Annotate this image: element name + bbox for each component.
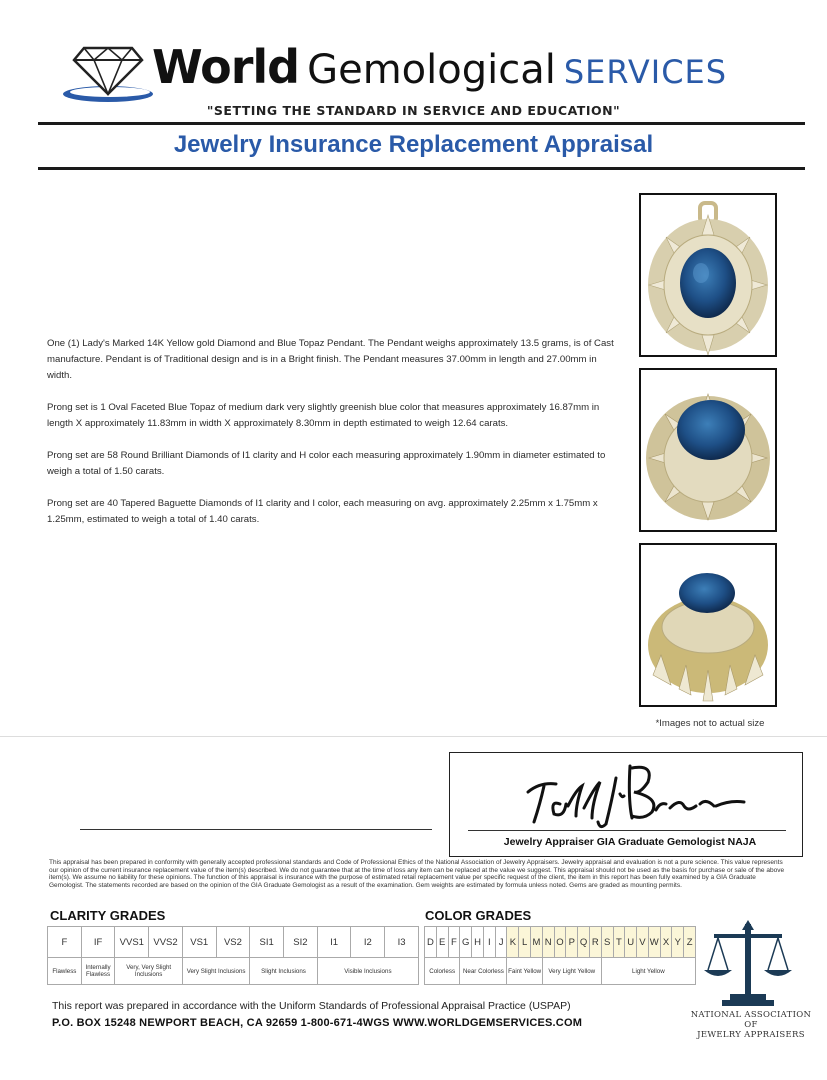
pendant-photo-front (639, 193, 777, 357)
color-grades-table (424, 926, 696, 985)
clarity-group-cell: Internally Flawless (81, 958, 115, 985)
color-grade-cell: Q (578, 927, 590, 958)
brand-word-world: World (152, 40, 300, 94)
clarity-grade-cell: I1 (317, 927, 351, 958)
color-grade-cell: O (554, 927, 566, 958)
color-grades-title: COLOR GRADES (425, 908, 532, 923)
clarity-grade-cell: VVS1 (115, 927, 149, 958)
clarity-group-cell: Very, Very Slight Inclusions (115, 958, 182, 985)
signature-caption: Jewelry Appraiser GIA Graduate Gemologist NAJA (503, 836, 757, 848)
header-rule-bottom (38, 167, 805, 170)
pendant-photo-angle (639, 368, 777, 532)
clarity-group-cell: Visible Inclusions (317, 958, 418, 985)
pendant-front-image (641, 195, 775, 355)
naja-name (690, 1010, 812, 1040)
color-grade-cell: E (436, 927, 448, 958)
color-group-cell: Near Colorless (460, 958, 507, 985)
color-grade-cell: L (519, 927, 531, 958)
page-fold-line (0, 736, 827, 737)
description-paragraph: Prong set are 40 Tapered Baguette Diamonds of I1 clarity and I color, each measuring on avg. approximately 2.25mm x 1.75mm x 1.25mm, estimated to weigh a total of 1.40 carats. (47, 498, 598, 525)
header-rule-top (38, 122, 805, 125)
color-grade-cell: X (660, 927, 672, 958)
brand-name (152, 40, 727, 94)
signature-line-left (80, 829, 432, 830)
color-group-cell: Light Yellow (601, 958, 695, 985)
clarity-grades-table (47, 926, 419, 985)
color-grade-cell: K (507, 927, 519, 958)
description-paragraph: Prong set are 58 Round Brilliant Diamonds of I1 clarity and H color each measuring approximately 1.90mm in diameter estimated to weigh a total of 1.50 carats. (47, 450, 606, 477)
scales-of-justice-icon (700, 918, 796, 1008)
naja-line-2: JEWELRY APPRAISERS (697, 1030, 805, 1040)
clarity-grade-cell: VS1 (182, 927, 216, 958)
color-grade-cell: U (625, 927, 637, 958)
clarity-group-cell: Slight Inclusions (250, 958, 317, 985)
clarity-group-cell: Flawless (48, 958, 82, 985)
clarity-grade-cell: VS2 (216, 927, 250, 958)
description-paragraph: Prong set is 1 Oval Faceted Blue Topaz of medium dark very slightly greenish blue color that measures approximately 16.87mm in length X approximately 11.83mm in width X approximately 8.30mm in depth estimated to weigh 12.64 carats. (47, 402, 600, 429)
pendant-angle-image (641, 370, 775, 530)
brand-word-services: SERVICES (563, 53, 728, 91)
color-grade-cell: J (495, 927, 507, 958)
slogan: "SETTING THE STANDARD IN SERVICE AND EDUCATION" (206, 103, 621, 118)
clarity-grade-cell: I2 (351, 927, 385, 958)
color-grade-cell: Z (684, 927, 696, 958)
diamond-logo-icon (62, 42, 158, 104)
color-grade-cell: F (448, 927, 460, 958)
page-title: Jewelry Insurance Replacement Appraisal (173, 131, 654, 158)
brand-word-gemological: Gemological (307, 47, 556, 93)
appraiser-signature (520, 760, 750, 832)
color-grade-cell: H (472, 927, 484, 958)
naja-line-1: NATIONAL ASSOCIATION OF (690, 1010, 812, 1030)
company-address: P.O. BOX 15248 NEWPORT BEACH, CA 92659 1-800-671-4WGS WWW.WORLDGEMSERVICES.COM (52, 1017, 583, 1029)
color-grade-cell: P (566, 927, 578, 958)
color-grade-cell: I (483, 927, 495, 958)
clarity-grade-cell: SI2 (284, 927, 318, 958)
color-grade-cell: T (613, 927, 625, 958)
color-grade-cell: V (637, 927, 649, 958)
disclaimer-text: This appraisal has been prepared in conformity with generally accepted professional standards and Code of Professional Ethics of the National Association of Jewelry Appraisers. Jewelry appraisal and evaluation is not a pure science. This value represents our opinion of the current insurance replacement value of the item(s) described. We do not guarantee that at the time of loss any item can be replaced at the value we suggest. This appraisal should not be used as the basis for purchase or sale of the above item(s). We assume no liability for these opinions. The function of this appraisal is insurance with the purpose of estimated retail replacement value per specific request of the client, the item in this report has been fully examined by a GIA Graduate Gemologist. The statements recorded are based on the opinion of the GIA Graduate Gemologist as a result of the examination. Gem weights are estimated by formula unless noted. Gems are graded as mounting permits. (49, 859, 785, 889)
description-paragraph: One (1) Lady's Marked 14K Yellow gold Diamond and Blue Topaz Pendant. The Pendant weighs approximately 13.5 grams, is of Cast manufacture. Pendant is of Traditional design and is in a Bright finish. The Pendant measures 37.00mm in length and 27.00mm in width. (47, 338, 614, 381)
uspap-statement: This report was prepared in accordance with the Uniform Standards of Professional Appraisal Practice (USPAP) (52, 1000, 571, 1012)
clarity-grade-cell: F (48, 927, 82, 958)
color-grade-cell: W (648, 927, 660, 958)
item-description (47, 336, 617, 544)
color-grade-row (425, 927, 696, 958)
clarity-group-cell: Very Slight Inclusions (182, 958, 249, 985)
color-group-cell: Very Light Yellow (542, 958, 601, 985)
signature-rule (468, 830, 786, 831)
color-grade-cell: G (460, 927, 472, 958)
color-grade-cell: S (601, 927, 613, 958)
color-group-cell: Faint Yellow (507, 958, 542, 985)
pendant-photo-side (639, 543, 777, 707)
color-group-cell: Colorless (425, 958, 460, 985)
pendant-side-image (641, 545, 775, 705)
clarity-grade-cell: VVS2 (149, 927, 183, 958)
clarity-grades-title: CLARITY GRADES (50, 908, 166, 923)
color-grade-cell: N (542, 927, 554, 958)
clarity-grade-cell: I3 (385, 927, 419, 958)
clarity-grade-cell: IF (81, 927, 115, 958)
color-grade-cell: R (589, 927, 601, 958)
color-grade-cell: Y (672, 927, 684, 958)
images-note: *Images not to actual size (655, 718, 765, 729)
color-grade-cell: D (425, 927, 437, 958)
clarity-grade-cell: SI1 (250, 927, 284, 958)
color-grade-cell: M (531, 927, 543, 958)
